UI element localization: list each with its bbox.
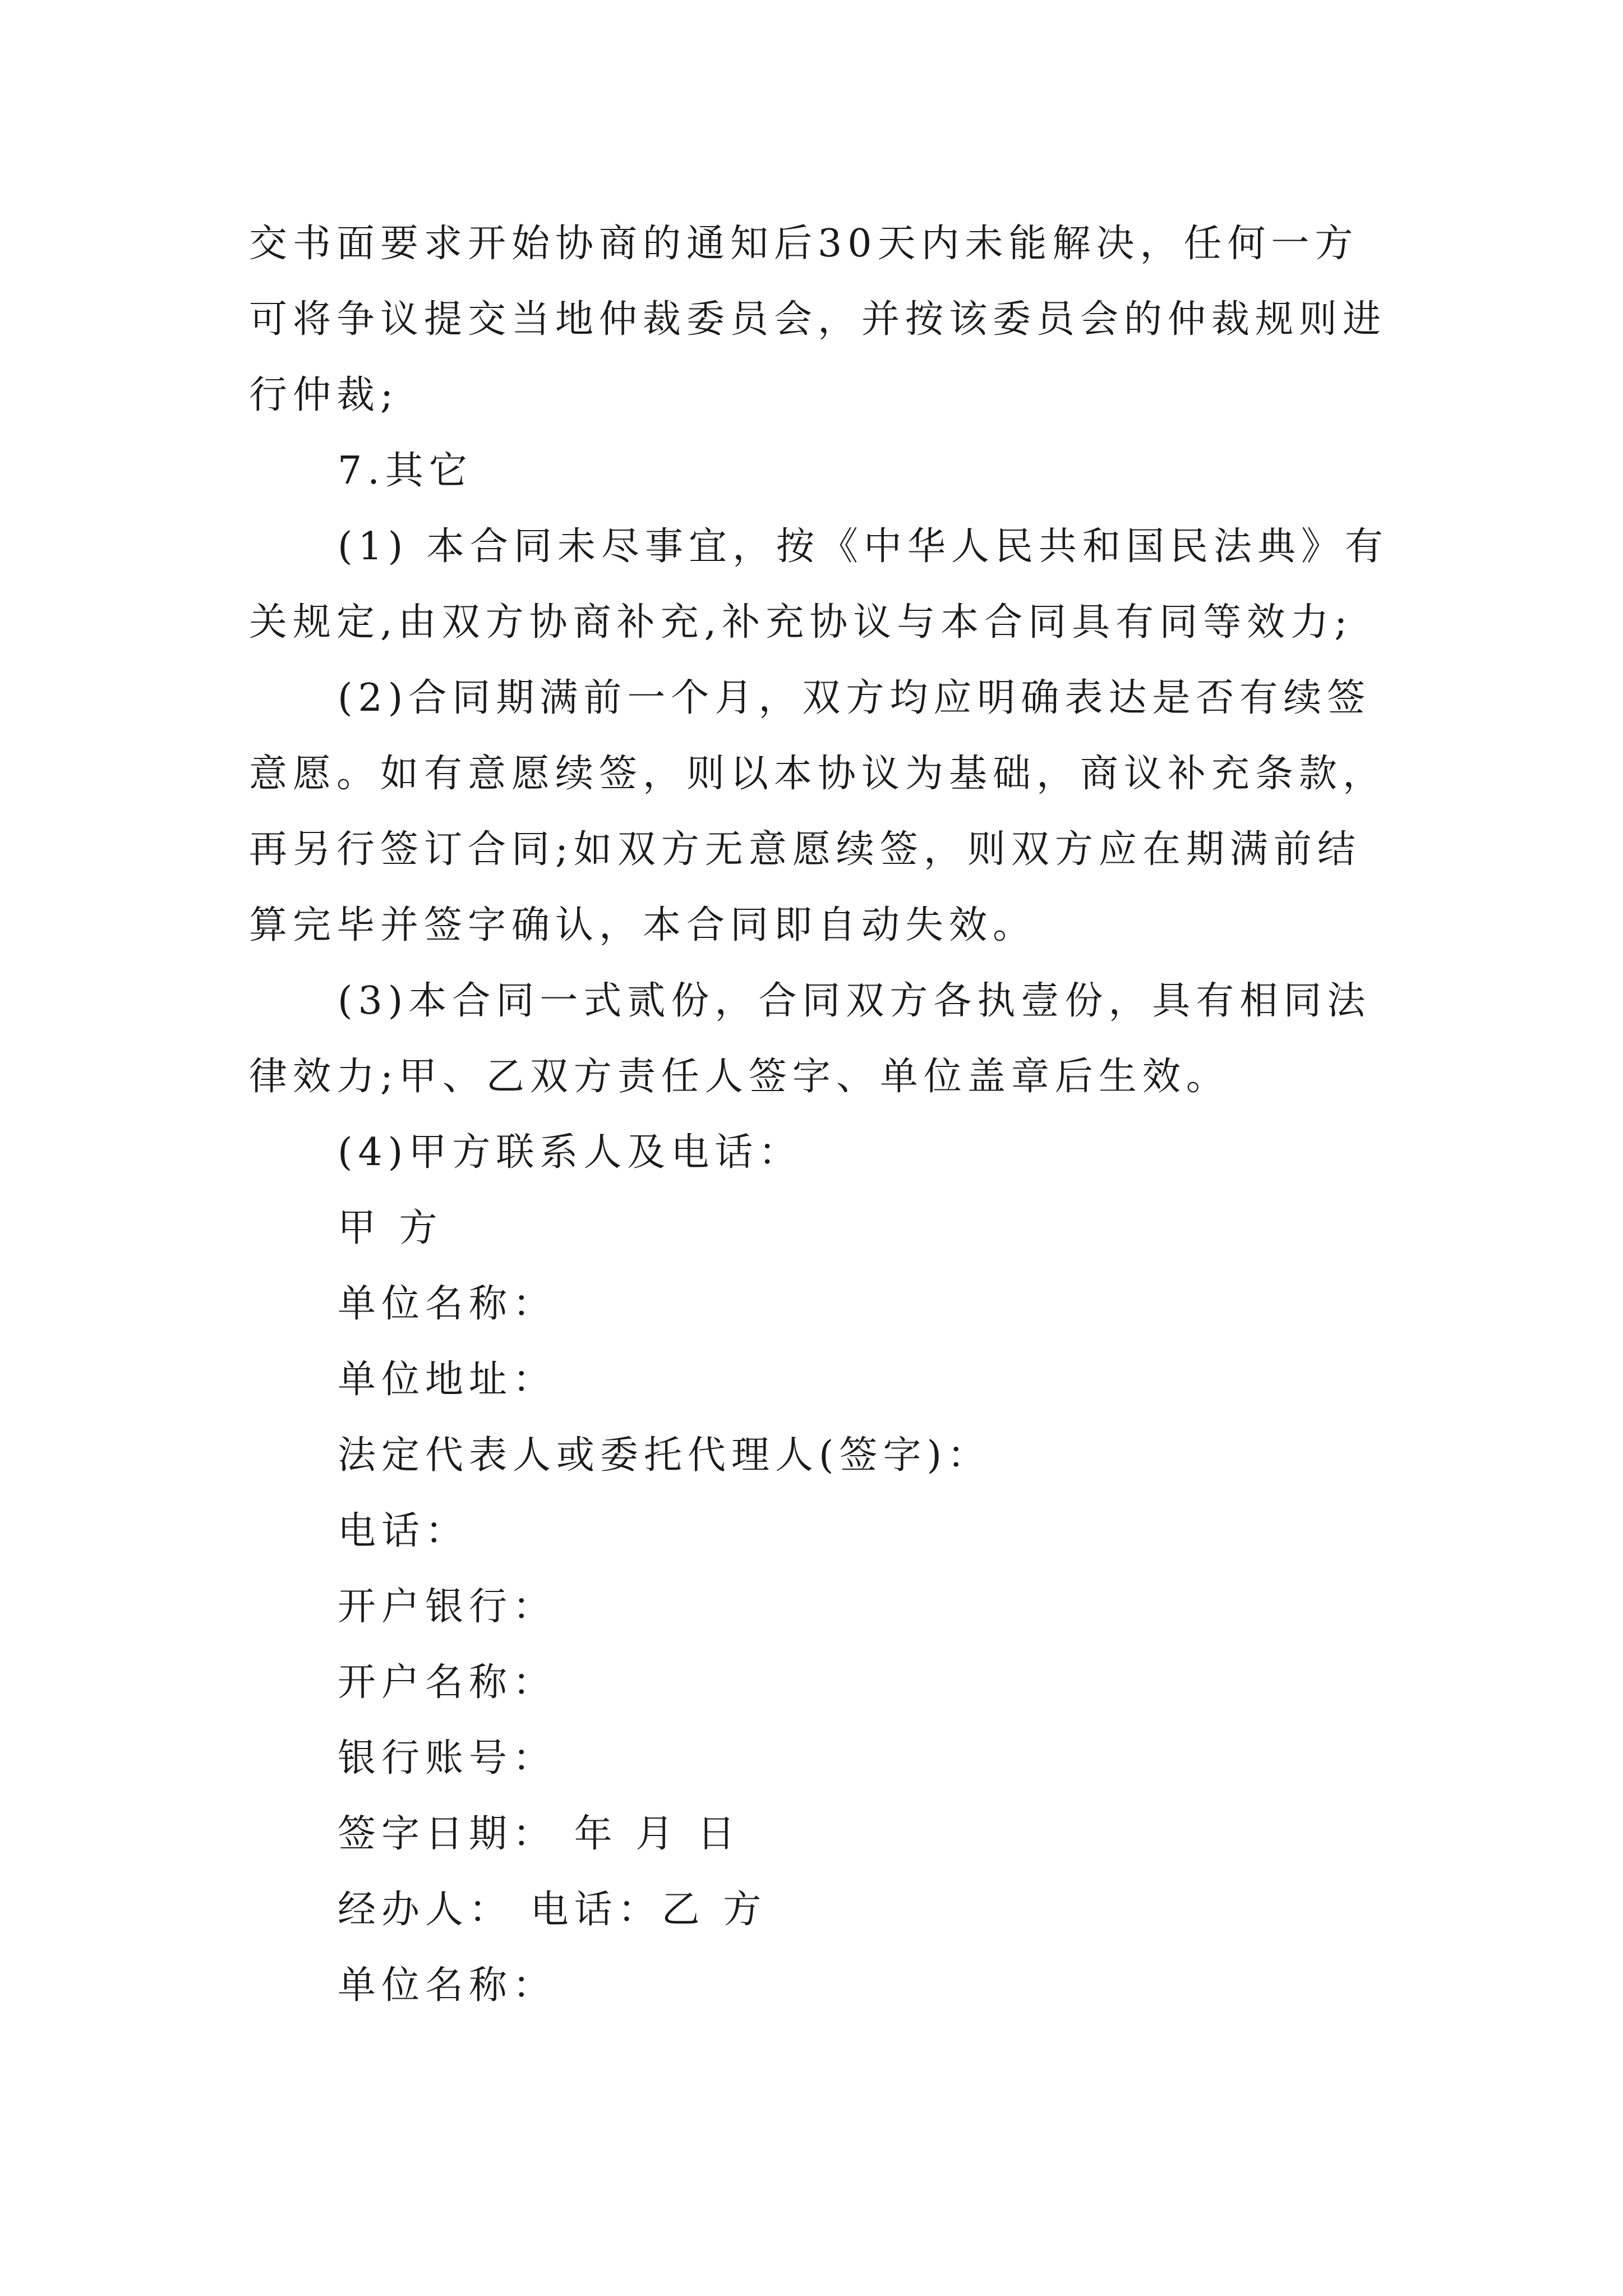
field-company-name: 单位名称： (338, 1963, 557, 2008)
paragraph-line: 关规定,由双方协商补充,补充协议与本合同具有同等效力; (249, 600, 1353, 645)
field-bank: 开户银行： (338, 1585, 557, 1629)
field-company-address: 单位地址： (338, 1358, 557, 1402)
paragraph-line: 可将争议提交当地仲裁委员会，并按该委员会的仲裁规则进 (249, 297, 1387, 342)
field-account-name: 开户名称： (338, 1660, 557, 1705)
paragraph-line: 行仲裁; (249, 373, 399, 417)
paragraph-line: 意愿。如有意愿续签，则以本协议为基础，商议补充条款， (249, 752, 1387, 796)
field-sign-date: 签字日期： 年 月 日 (338, 1812, 741, 1856)
paragraph-line: (2)合同期满前一个月，双方均应明确表达是否有续签 (338, 676, 1371, 720)
contact-heading: (4)甲方联系人及电话： (338, 1130, 803, 1175)
field-phone: 电话： (338, 1509, 469, 1553)
paragraph-line: 律效力;甲、乙双方责任人签字、单位盖章后生效。 (249, 1055, 1230, 1099)
field-handler-phone-party-b: 经办人： 电话：乙 方 (338, 1888, 767, 1932)
section-heading: 7.其它 (338, 449, 473, 493)
field-company-name: 单位名称： (338, 1282, 557, 1326)
paragraph-line: (3)本合同一式贰份，合同双方各执壹份，具有相同法 (338, 979, 1371, 1023)
party-a-label: 甲 方 (338, 1206, 443, 1250)
paragraph-line: 算完毕并签字确认，本合同即自动失效。 (249, 903, 1037, 947)
field-legal-representative: 法定代表人或委托代理人(签字)： (338, 1433, 992, 1478)
field-account-number: 银行账号： (338, 1736, 557, 1780)
paragraph-line: 再另行签订合同;如双方无意愿续签，则双方应在期满前结 (249, 827, 1361, 872)
paragraph-line: 交书面要求开始协商的通知后30天内未能解决，任何一方 (249, 222, 1359, 266)
paragraph-line: (1) 本合同未尽事宜，按《中华人民共和国民法典》有 (338, 524, 1389, 569)
